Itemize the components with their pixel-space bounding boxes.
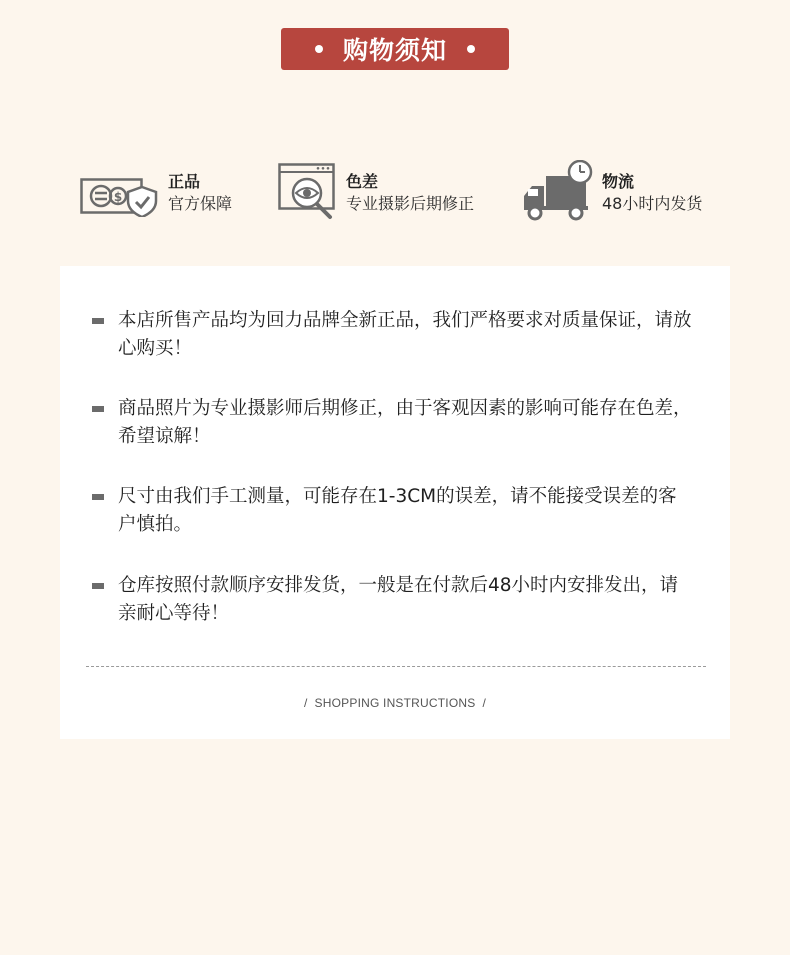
- notice-card: [60, 266, 730, 739]
- svg-text:$: $: [113, 190, 123, 204]
- notice-text: 商品照片为专业摄影师后期修正，由于客观因素的影响可能存在色差，希望谅解！: [118, 398, 692, 447]
- notice-item: [92, 483, 692, 539]
- feature-subtitle: 48小时内发货: [602, 194, 703, 213]
- bullet-icon: [92, 406, 104, 412]
- eye-magnifier-icon: [278, 160, 338, 226]
- truck-clock-icon: [522, 160, 594, 226]
- notice-item: [92, 307, 692, 363]
- banner-dot-left: [315, 45, 323, 53]
- page-title: 购物须知: [342, 36, 447, 65]
- footer-caption: / SHOPPING INSTRUCTIONS /: [303, 696, 487, 710]
- notice-item: [92, 395, 692, 451]
- notice-item: [92, 572, 692, 628]
- feature-subtitle: 官方保障: [168, 194, 233, 213]
- bullet-icon: [92, 494, 104, 500]
- feature-logistics: [522, 158, 702, 228]
- feature-title: 色差: [346, 172, 379, 191]
- bullet-icon: [92, 583, 104, 589]
- notice-text: 尺寸由我们手工测量，可能存在1-3CM的误差，请不能接受误差的客户慎拍。: [118, 486, 677, 535]
- money-shield-icon: [80, 165, 160, 221]
- notice-text: 仓库按照付款顺序安排发货，一般是在付款后48小时内安排发出，请亲耐心等待！: [118, 575, 679, 624]
- feature-title: 正品: [168, 172, 201, 191]
- feature-color-diff: [278, 158, 474, 228]
- dashed-divider: [86, 666, 706, 667]
- feature-authentic: [80, 158, 232, 228]
- feature-title: 物流: [602, 172, 635, 191]
- bullet-icon: [92, 318, 104, 324]
- banner-dot-right: [467, 45, 475, 53]
- notice-text: 本店所售产品均为回力品牌全新正品，我们严格要求对质量保证，请放心购买！: [118, 310, 692, 359]
- title-banner: [281, 28, 509, 70]
- feature-subtitle: 专业摄影后期修正: [346, 194, 475, 213]
